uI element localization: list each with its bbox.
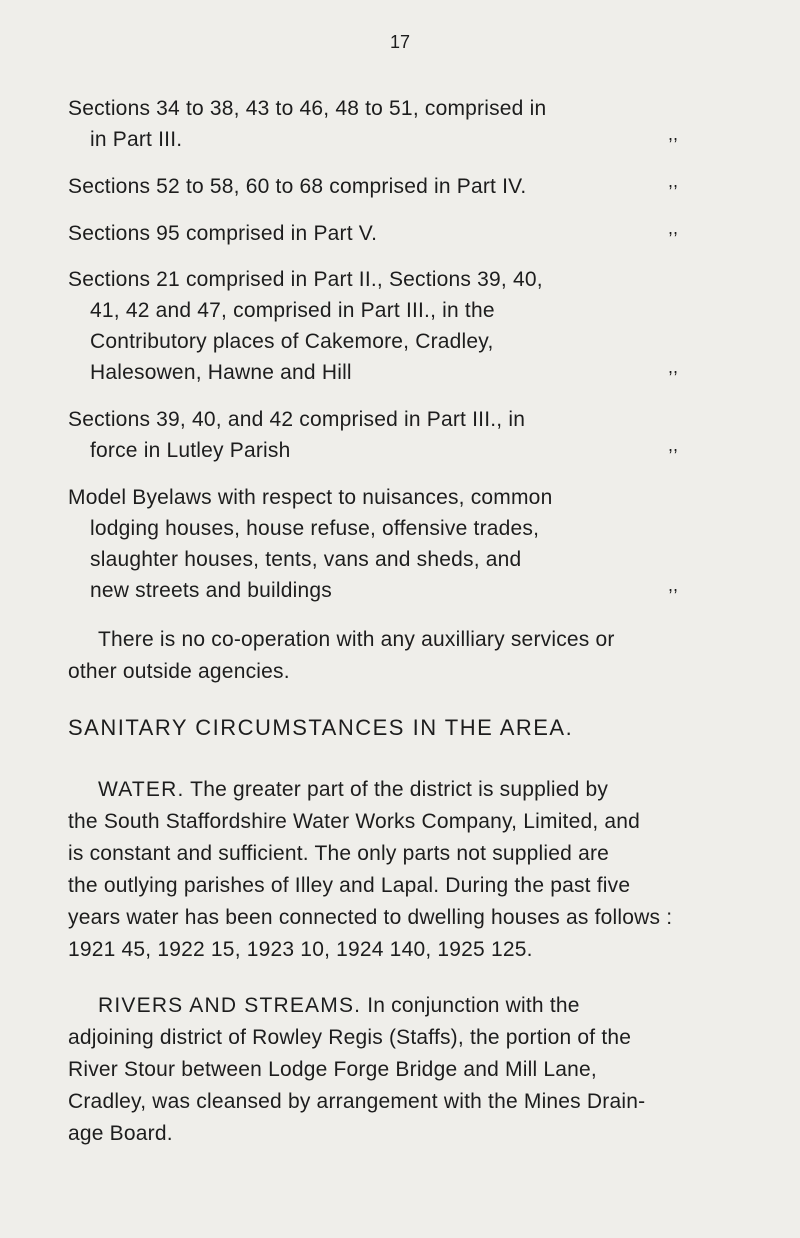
paragraph-line: age Board.	[68, 1122, 173, 1145]
paragraph-line: River Stour between Lodge Forge Bridge and Mill Lane,	[68, 1058, 597, 1081]
entry-line: 41, 42 and 47, comprised in Part III., in the	[90, 299, 495, 322]
entry-line: Model Byelaws with respect to nuisances, common	[68, 486, 553, 509]
water-heading: WATER.	[98, 778, 185, 801]
ditto-mark: ,,	[668, 171, 679, 191]
page-number: 17	[389, 32, 411, 52]
paragraph-line: Cradley, was cleansed by arrangement with the Mines Drain-	[68, 1090, 646, 1113]
list-item	[68, 264, 648, 388]
ditto-mark: ,,	[668, 124, 679, 144]
list-item	[68, 404, 648, 466]
water-paragraph	[68, 774, 800, 966]
paragraph-line: years water has been connected to dwelling houses as follows :	[68, 906, 673, 929]
entry-line: Sections 95 comprised in Part V.	[68, 222, 378, 245]
section-heading: SANITARY CIRCUMSTANCES IN THE AREA.	[68, 715, 574, 740]
paragraph-text: In conjunction with the	[361, 994, 580, 1017]
paragraph-line: adjoining district of Rowley Regis (Staffs), the portion of the	[68, 1026, 632, 1049]
ditto-mark: ,,	[668, 218, 679, 238]
list-item	[68, 218, 648, 249]
paragraph-line: There is no co-operation with any auxilliary services or	[98, 628, 615, 651]
list-item	[68, 171, 648, 202]
entry-line: Halesowen, Hawne and Hill	[90, 361, 352, 384]
entry-line: Sections 21 comprised in Part II., Sections 39, 40,	[68, 268, 543, 291]
paragraph-line	[68, 774, 800, 806]
entry-line: Contributory places of Cakemore, Cradley,	[90, 330, 494, 353]
paragraph-line: 1921 45, 1922 15, 1923 10, 1924 140, 1925 125.	[68, 938, 533, 961]
entry-line: lodging houses, house refuse, offensive trades,	[90, 517, 540, 540]
paragraph-line: the outlying parishes of Illey and Lapal. During the past five	[68, 874, 631, 897]
rivers-heading: RIVERS AND STREAMS.	[98, 994, 362, 1017]
paragraph-line	[68, 990, 800, 1022]
paragraph-text: The greater part of the district is supplied by	[184, 778, 609, 801]
list-item	[68, 93, 648, 155]
ditto-mark: ,,	[668, 357, 679, 377]
entry-line: in Part III.	[90, 128, 183, 151]
cooperation-paragraph	[68, 624, 800, 688]
paragraph-line: other outside agencies.	[68, 660, 290, 683]
rivers-paragraph	[68, 990, 800, 1150]
entry-line: new streets and buildings	[90, 579, 332, 602]
list-item	[68, 482, 648, 606]
entry-line: Sections 34 to 38, 43 to 46, 48 to 51, comprised in	[68, 97, 547, 120]
entry-line: force in Lutley Parish	[90, 439, 291, 462]
ditto-mark: ,,	[668, 435, 679, 455]
entry-line: Sections 39, 40, and 42 comprised in Part III., in	[68, 408, 526, 431]
entry-line: slaughter houses, tents, vans and sheds, and	[90, 548, 522, 571]
paragraph-line: the South Staffordshire Water Works Company, Limited, and	[68, 810, 641, 833]
entry-line: Sections 52 to 58, 60 to 68 comprised in Part IV.	[68, 175, 527, 198]
paragraph-line: is constant and sufficient. The only parts not supplied are	[68, 842, 610, 865]
ditto-mark: ,,	[668, 575, 679, 595]
